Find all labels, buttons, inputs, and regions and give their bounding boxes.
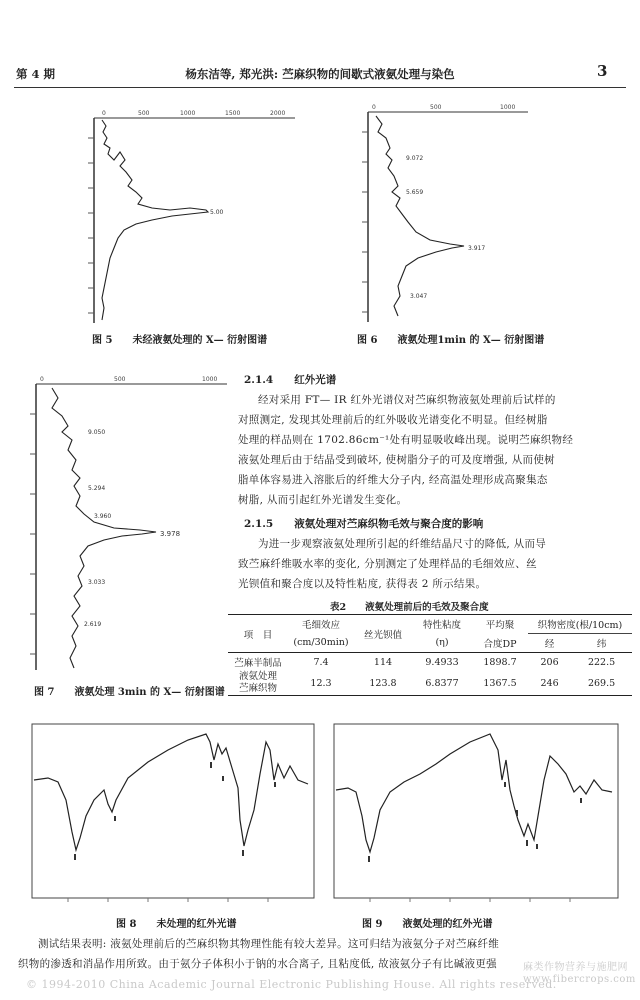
section-2-1-5-body: [238, 534, 630, 594]
s215-line-1: 为进一步观察液氨处理所引起的纤维结晶尺寸的降低, 从而导: [258, 538, 547, 550]
copyright-watermark: © 1994-2010 China Academic Journal Electronic Publishing House. All rights reserved.: [26, 978, 557, 991]
fig5-caption: 图 5 未经液氨处理的 X— 衍射图谱: [92, 335, 268, 346]
fig6-curve: [376, 116, 464, 316]
fig7-peak-label-3978: 3.978: [160, 530, 181, 538]
fig5-tick-1000: 1000: [180, 110, 196, 117]
running-title: 杨东洁等, 郑光洪: 苎麻织物的间歇式液氨处理与染色: [185, 67, 455, 81]
fig9-ir-spectrum: [330, 720, 622, 906]
table2-header-weft: 纬: [596, 639, 607, 650]
fig6-left-ticks: [362, 132, 368, 312]
fig5-xrd-plot: [80, 108, 300, 330]
section-2-1-5-heading: 2.1.5 液氨处理对苎麻织物毛效与聚合度的影响: [244, 518, 484, 530]
table2-row1-viscosity: 9.4933: [412, 653, 472, 672]
section-2-1-4-body: [238, 390, 630, 510]
table2-row2-weft: 269.5: [587, 677, 616, 689]
fig6-caption: 图 6 液氨处理1min 的 X— 衍射图谱: [357, 335, 545, 346]
fig6-peak-label-9072: 9.072: [406, 155, 424, 162]
fig7-tick-1000: 1000: [202, 376, 218, 383]
fig7-caption: 图 7 液氨处理 3min 的 X— 衍射图谱: [34, 687, 225, 698]
table2-row2-item: [228, 671, 288, 695]
table2-header-dp-a: 平均聚: [485, 620, 515, 632]
fig6-peak-label-3047: 3.047: [410, 293, 428, 300]
fig7-peak-label-3960: 3.960: [94, 513, 112, 520]
table2-row1-weft: 222.5: [571, 653, 632, 672]
s214-line-5: 脂单体容易进入溶胀后的纤维大分子内, 经高温处理形成高聚集态: [238, 474, 548, 486]
table2-header-warp: 经: [544, 639, 555, 650]
table2-row2-barium: 123.8: [369, 677, 397, 689]
fig7-peak-label-2619: 2.619: [84, 621, 102, 628]
fig8-bottom-ticks: [68, 898, 268, 902]
site-watermark-cn: 麻类作物营养与施肥网: [523, 962, 628, 973]
fig6-xrd-plot: [352, 102, 532, 330]
table2-header-viscosity-unit: (η): [435, 637, 449, 649]
fig6-tick-500: 500: [430, 104, 442, 111]
fig5-tick-1500: 1500: [225, 110, 241, 117]
fig9-bottom-ticks: [370, 898, 570, 902]
site-watermark-url: www.fibercrops.com: [523, 974, 636, 985]
s214-line-3: 处理的样品则在 1702.86cm⁻¹处有明显吸收峰出现。说明苎麻织物经: [238, 434, 574, 446]
fig5-tick-2000: 2000: [270, 110, 286, 117]
table2-row1-capillary: 7.4: [288, 653, 354, 672]
table2-row2-dp: 1367.5: [483, 677, 517, 689]
journal-issue: 第 4 期: [16, 67, 56, 81]
s214-line-1: 经对采用 FT— IR 红外光谱仪对苎麻织物液氨处理前后试样的: [258, 394, 556, 406]
fig7-peak-label-5294: 5.294: [88, 485, 106, 492]
table2-header-viscosity: 特性粘度: [422, 620, 461, 632]
fig8-curve: [34, 734, 308, 850]
table2: [228, 614, 632, 696]
table2-row2-warp: 246: [540, 677, 559, 689]
fig5-left-ticks: [88, 138, 94, 313]
table2-row1-item: 苎麻半制品: [228, 653, 288, 672]
fig5-peak-label-500: 5.00: [210, 209, 224, 216]
table2-row2-item-b: 苎麻织物: [238, 683, 277, 694]
table2-title: 表2 液氨处理前后的毛效及聚合度: [330, 602, 489, 613]
table2-row2-capillary: 12.3: [310, 677, 332, 689]
table2-header-dp-b: 合度DP: [483, 638, 517, 650]
fig6-tick-0: 0: [372, 104, 376, 111]
fig7-xrd-plot: [22, 374, 232, 678]
section-2-1-4-heading: 2.1.4 红外光谱: [244, 374, 337, 386]
table2-header-capillary: 毛细效应: [301, 620, 340, 632]
table2-row2-viscosity: 6.8377: [425, 677, 459, 689]
table2-header-item: 项 目: [243, 629, 273, 641]
fig7-peak-label-9050: 9.050: [88, 429, 106, 436]
bottom-line-2: 织物的渗透和消晶作用所致。由于氨分子体积小于钠的水合离子, 且粘度低, 故液氨分子有比碱液更强: [18, 958, 497, 970]
table2-row1-barium: 114: [354, 653, 412, 672]
fig7-left-ticks: [30, 414, 36, 654]
table2-row1-warp: 206: [528, 653, 571, 672]
bottom-line-1: 测试结果表明: 液氨处理前后的苎麻织物其物理性能有较大差异。这可归结为液氨分子对苎麻纤维: [38, 938, 500, 950]
fig6-peak-label-5659: 5.659: [406, 189, 424, 196]
fig8-frame: [32, 724, 314, 898]
fig8-peak-marks: [74, 762, 276, 860]
page-number: 3: [597, 62, 608, 80]
fig7-tick-500: 500: [114, 376, 126, 383]
fig6-peak-label-3917: 3.917: [468, 245, 486, 252]
fig9-caption: 图 9 液氨处理的红外光谱: [362, 919, 493, 930]
table2-row1-dp: 1898.7: [472, 653, 528, 672]
fig9-frame: [334, 724, 618, 898]
fig8-ir-spectrum: [28, 720, 318, 906]
header-rule: [14, 87, 626, 88]
fig7-tick-0: 0: [40, 376, 44, 383]
s214-line-6: 树脂, 从而引起红外光谱发生变化。: [238, 494, 408, 506]
s214-line-4: 液氨处理后由于结晶受到破坏, 使树脂分子的可及度增强, 从而使树: [238, 454, 555, 466]
fig5-curve: [102, 120, 208, 320]
fig6-tick-1000: 1000: [500, 104, 516, 111]
fig7-peak-label-3033: 3.033: [88, 579, 106, 586]
s215-line-2: 致苎麻纤维吸水率的变化, 分别测定了处理样品的毛细效应、丝: [238, 558, 537, 570]
fig5-tick-500: 500: [138, 110, 150, 117]
table2-header-capillary-unit: (cm/30min): [293, 637, 349, 649]
fig8-caption: 图 8 未处理的红外光谱: [116, 919, 237, 930]
s214-line-2: 对照测定, 发现其处理前后的红外吸收光谱变化不明显。但经树脂: [238, 414, 548, 426]
fig5-tick-0: 0: [102, 110, 106, 117]
fig9-peak-marks: [368, 782, 582, 862]
table2-row2-item-a: 液氨处理: [238, 671, 277, 682]
table2-header-barium: 丝光钡值: [363, 629, 402, 641]
s215-line-3: 光钡值和聚合度以及特性粘度, 获得表 2 所示结果。: [238, 578, 487, 590]
fig9-curve: [336, 734, 612, 852]
table2-header-density: 织物密度(根/10cm): [528, 615, 632, 634]
